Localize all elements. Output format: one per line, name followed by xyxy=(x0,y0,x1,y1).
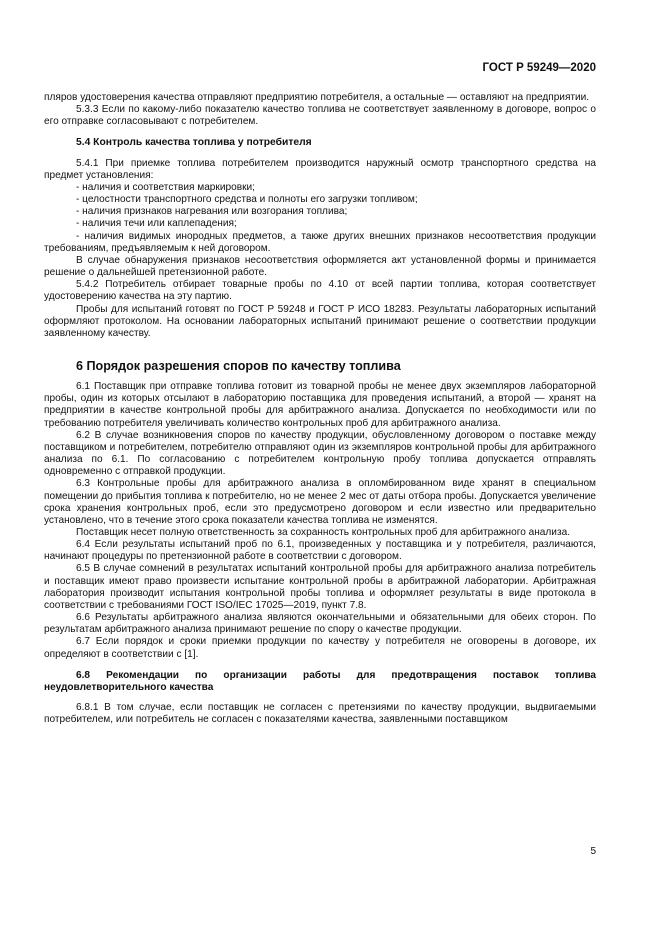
section-heading-6-8: 6.8 Рекомендации по организации работы для предотвращения поставок топлива неудовлетворительного качества xyxy=(44,669,596,693)
paragraph-6-8-1: 6.8.1 В том случае, если поставщик не согласен с претензиями по качеству продукции, выдвигаемыми потребителем, или потребитель не согласен с показателями качества, заявленными поставщиком xyxy=(44,702,596,726)
list-item: - наличия признаков нагревания или возгорания топлива; xyxy=(76,206,348,218)
paragraph-5-3-3: 5.3.3 Если по какому-либо показателю качество топлива не соответствует заявленному в договоре, вопрос о его отправке согласовывают с потребителем. xyxy=(44,104,596,128)
list-item: - наличия и соответствия маркировки; xyxy=(76,181,255,193)
inspection-list xyxy=(44,182,596,255)
list-item: - наличия течи или каплепадения; xyxy=(76,218,237,230)
paragraph-5-4-2: 5.4.2 Потребитель отбирает товарные пробы по 4.10 от всей партии топлива, которая соответствует удостоверению качества на эту партию. xyxy=(44,279,596,303)
paragraph-probes: Пробы для испытаний готовят по ГОСТ Р 59248 и ГОСТ Р ИСО 18283. Результаты лабораторных испытаний оформляют протоколом. На основании лабораторных испытаний принимают решение о соответствии продукции заявленному качеству. xyxy=(44,303,596,339)
standard-header: ГОСТ Р 59249—2020 xyxy=(482,62,596,74)
paragraph-6-2: 6.2 В случае возникновения споров по качеству продукции, обусловленному договором о поставке между поставщиком и потребителем, потребителю отправляют один из экземпляров контрольной пробы для арбитражного анализа по 6.1. По согласованию с потребителем контрольную пробу топлива допускается отправлять одновременно с отправкой продукции. xyxy=(44,429,596,478)
paragraph-6-3: 6.3 Контрольные пробы для арбитражного анализа в опломбированном виде хранят в специальном помещении до прибытия топлива к потребителю, но не менее 2 мес от даты отбора пробы. Допускается увеличение срока хранения контрольных проб, если это предусмотрено договором и если известно или предварительно установлено, что в течение этого срока показатели качества топлива не изменятся. xyxy=(44,478,596,526)
page-number: 5 xyxy=(590,846,596,857)
section-heading-6: 6 Порядок разрешения споров по качеству топлива xyxy=(76,358,401,373)
list-item: - целостности транспортного средства и полноты его загрузки топливом; xyxy=(76,194,418,206)
paragraph-act: В случае обнаружения признаков несоответствия оформляется акт установленной формы и принимается решение о дальнейшей претензионной работе. xyxy=(44,254,596,279)
document-body xyxy=(44,92,596,726)
paragraph-responsibility: Поставщик несет полную ответственность за сохранность контрольных проб для арбитражного анализа. xyxy=(76,527,570,538)
section-heading-5-4: 5.4 Контроль качества топлива у потребителя xyxy=(76,137,312,149)
paragraph-6-5: 6.5 В случае сомнений в результатах испытаний контрольной пробы для арбитражного анализа потребитель и поставщик имеют право произвести испытание контрольной пробы в арбитражной лаборатории. Арбитражная лаборатория производит испытания контрольной пробы топлива и оформляет результаты в виде протокола в соответствии с требованиями ГОСТ ISO/IEC 17025—2019, пункт 7.8. xyxy=(44,563,596,611)
paragraph-6-4: 6.4 Если результаты испытаний проб по 6.1, произведенных у поставщика и у потребителя, различаются, начинают процедуры по претензионной работе в соответствии с договором. xyxy=(44,539,596,563)
paragraph-6-6: 6.6 Результаты арбитражного анализа являются окончательными и обязательными для обеих сторон. По результатам арбитражного анализа принимают решение по спору о качестве продукции. xyxy=(44,612,596,636)
paragraph-6-1: 6.1 Поставщик при отправке топлива готовит из товарной пробы не менее двух экземпляров лабораторной пробы, один из которых отсылают в лабораторию поставщика для проведения испытаний, а второй — хранят на предприятии в качестве контрольной пробы для арбитражного анализа. Допускается по необходимости или по требованию потребителя увеличивать количество контрольных проб для арбитражного анализа. xyxy=(44,381,596,429)
paragraph-6-7: 6.7 Если порядок и сроки приемки продукции по качеству у потребителя не оговорены в договоре, их определяют в соответствии с [1]. xyxy=(44,636,596,660)
paragraph-5-4-1: 5.4.1 При приемке топлива потребителем производится наружный осмотр транспортного средства на предмет установления: xyxy=(44,157,596,181)
paragraph-continuation: пляров удостоверения качества отправляют предприятию потребителя, а остальные — оставляют на предприятии. xyxy=(44,92,590,103)
list-item: - наличия видимых инородных предметов, а также других внешних признаков несоответствия продукции требованиям, предъявляемым к ней договором. xyxy=(44,230,596,254)
